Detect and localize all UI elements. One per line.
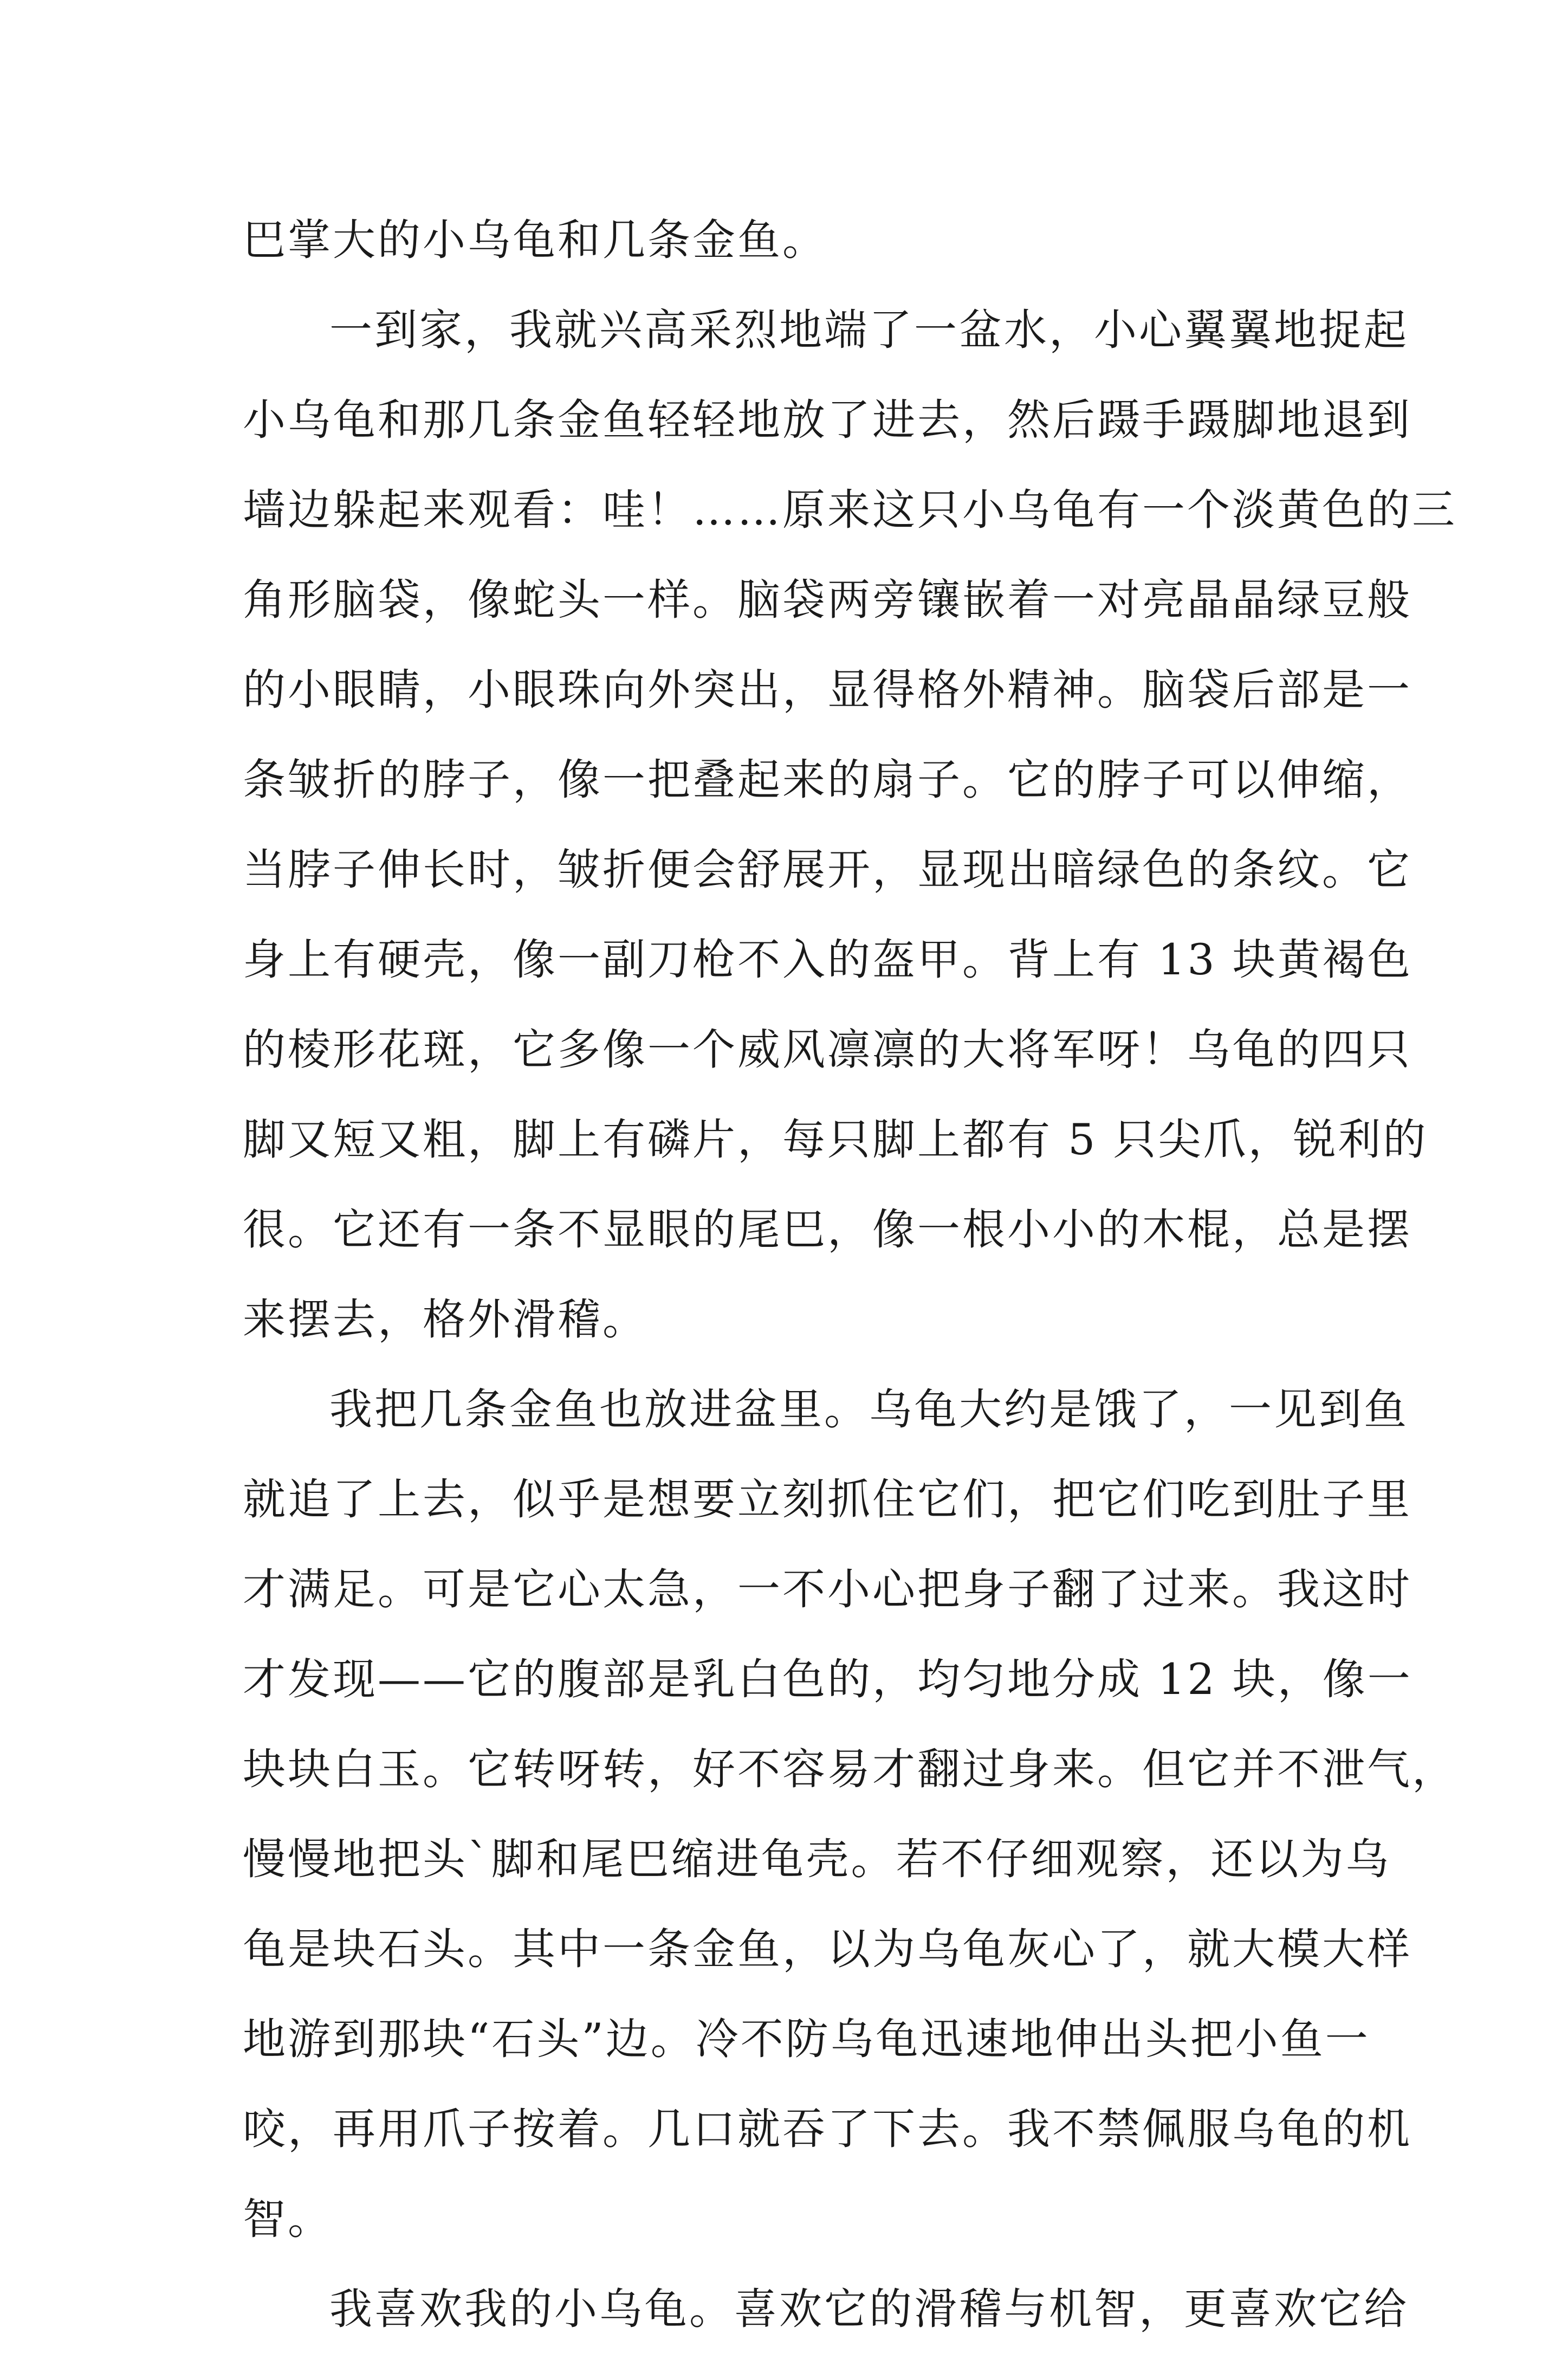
- paragraph-first-line: 一到家，我就兴高采烈地端了一盆水，小心翼翼地捉起: [329, 305, 1409, 355]
- text-line: 身上有硬壳，像一副刀枪不入的盔甲。背上有 13 块黄褐色: [243, 935, 1413, 985]
- text-line: 的棱形花斑，它多像一个威风凛凛的大将军呀！乌龟的四只: [243, 1025, 1412, 1075]
- text-line: 脚又短又粗，脚上有磷片，每只脚上都有 5 只尖爪，锐利的: [243, 1115, 1428, 1165]
- paragraph-first-line: 我把几条金鱼也放进盆里。乌龟大约是饿了，一见到鱼: [329, 1385, 1409, 1434]
- text-line: 很。它还有一条不显眼的尾巴，像一根小小的木棍，总是摆: [243, 1205, 1412, 1254]
- text-line: 慢慢地把头`脚和尾巴缩进龟壳。若不仔细观察，还以为乌: [243, 1834, 1391, 1884]
- text-line: 地游到那块“石头”边。冷不防乌龟迅速地伸出头把小鱼一: [243, 2014, 1370, 2064]
- text-line: 块块白玉。它转呀转，好不容易才翻过身来。但它并不泄气，: [243, 1744, 1457, 1794]
- text-line: 巴掌大的小乌龟和几条金鱼。: [243, 215, 827, 265]
- text-line: 才发现——它的腹部是乳白色的，均匀地分成 12 块，像一: [243, 1654, 1413, 1704]
- text-line: 就追了上去，似乎是想要立刻抓住它们，把它们吃到肚子里: [243, 1475, 1412, 1524]
- document-page: [243, 195, 1457, 2354]
- text-line: 智。: [243, 2194, 333, 2244]
- text-line: 条皱折的脖子，像一把叠起来的扇子。它的脖子可以伸缩，: [243, 755, 1412, 805]
- text-line: 来摆去，格外滑稽。: [243, 1295, 647, 1344]
- text-line: 小乌龟和那几条金鱼轻轻地放了进去，然后蹑手蹑脚地退到: [243, 395, 1412, 445]
- text-line: 角形脑袋，像蛇头一样。脑袋两旁镶嵌着一对亮晶晶绿豆般: [243, 575, 1412, 625]
- text-line: 当脖子伸长时，皱折便会舒展开，显现出暗绿色的条纹。它: [243, 845, 1412, 895]
- text-line: 龟是块石头。其中一条金鱼，以为乌龟灰心了，就大模大样: [243, 1924, 1412, 1974]
- text-line: 才满足。可是它心太急，一不小心把身子翻了过来。我这时: [243, 1564, 1412, 1614]
- paragraph-first-line: 我喜欢我的小乌龟。喜欢它的滑稽与机智，更喜欢它给: [329, 2284, 1409, 2334]
- text-line: 咬，再用爪子按着。几口就吞了下去。我不禁佩服乌龟的机: [243, 2104, 1412, 2154]
- text-line: 墙边躲起来观看：哇！……原来这只小乌龟有一个淡黄色的三: [243, 485, 1457, 535]
- text-line: 的小眼睛，小眼珠向外突出，显得格外精神。脑袋后部是一: [243, 665, 1412, 715]
